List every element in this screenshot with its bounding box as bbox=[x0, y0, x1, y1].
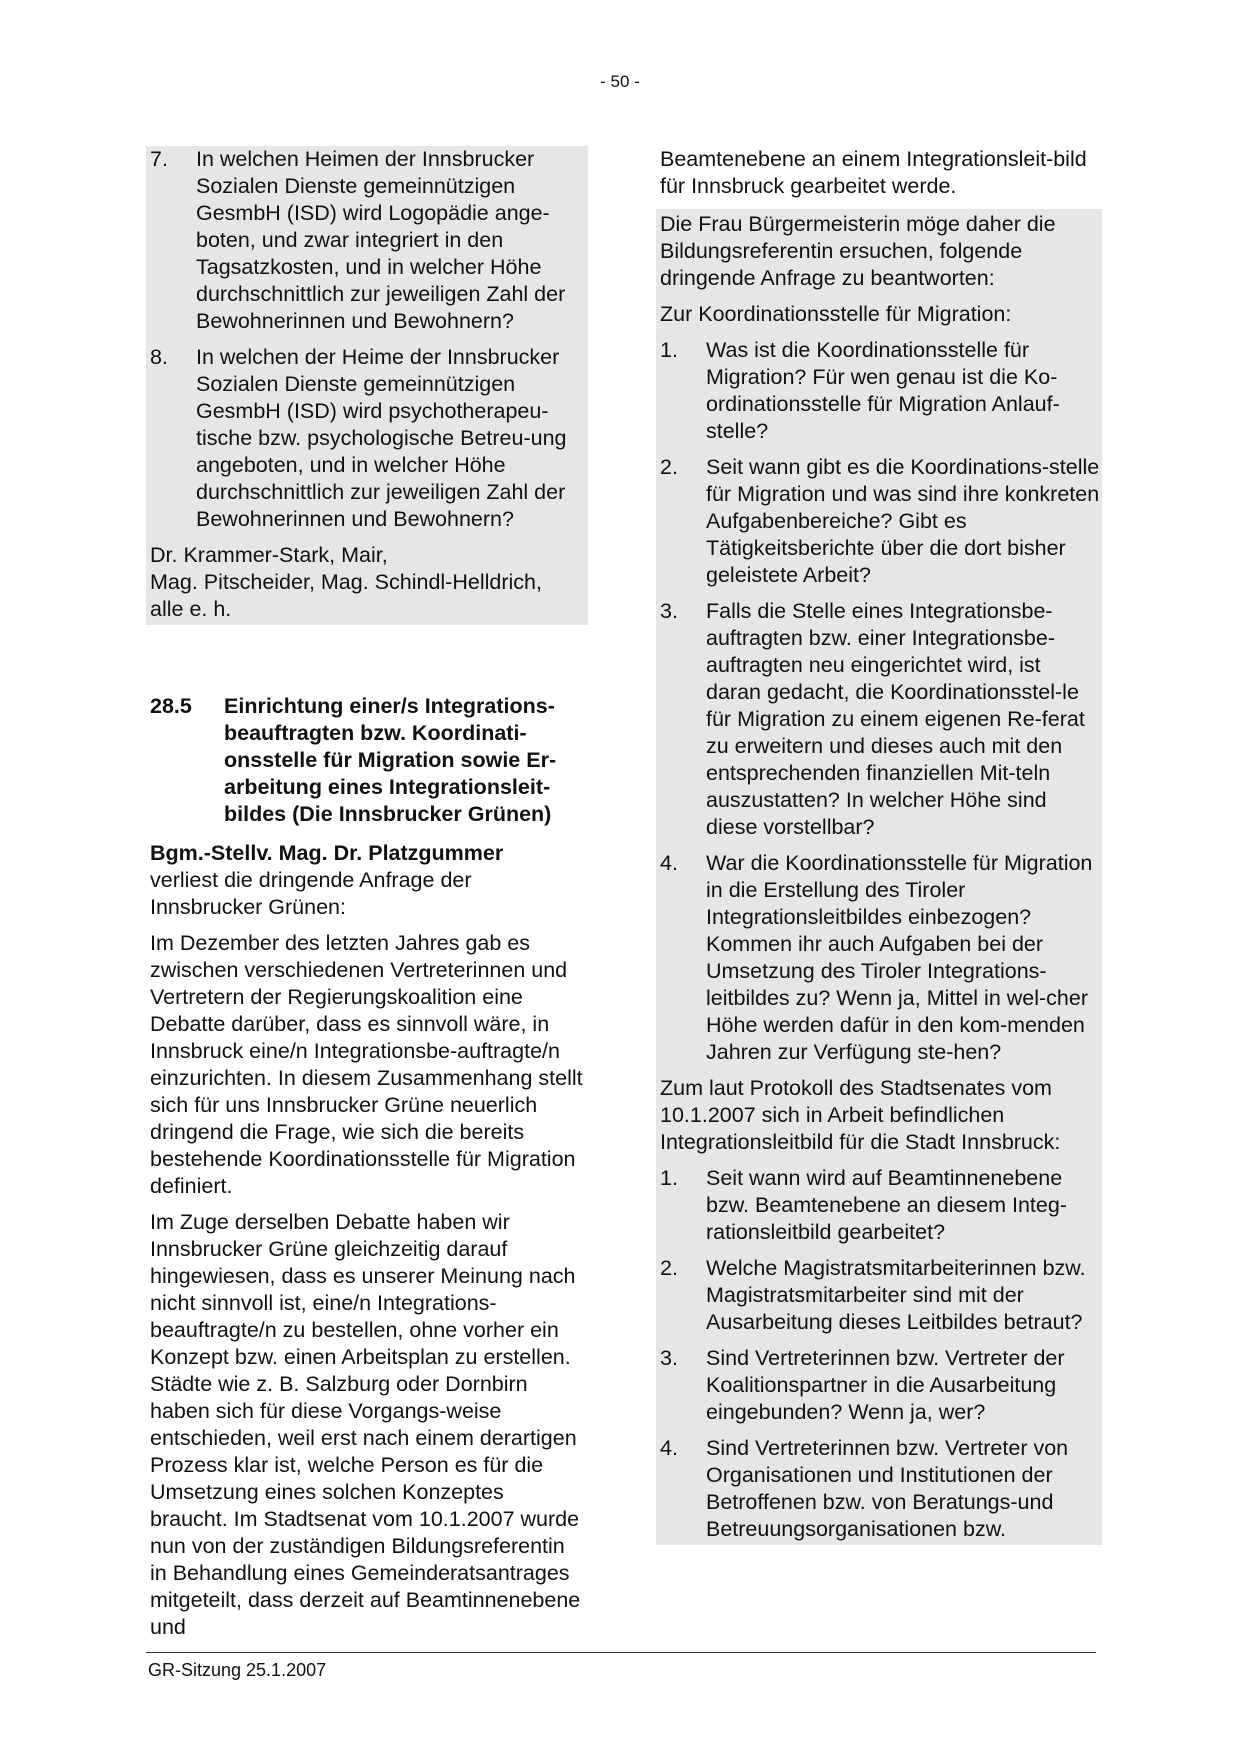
signatories bbox=[146, 542, 588, 625]
page-number: - 50 - bbox=[600, 72, 640, 91]
list-number: 4. bbox=[660, 851, 678, 875]
signatories-line-1: Dr. Krammer-Stark, Mair, bbox=[150, 543, 388, 567]
list-text: Falls die Stelle eines Integrationsbe-auftragten bzw. einer Integrationsbe-auftragten neu eingerichtet wird, ist daran gedacht, die Koordinationsstel-le für Migration zu einem eigenen Re-ferat zu erweitern und dieses auch mit den entsprechenden finanziellen Mit-teln auszustatten? In welcher Höhe sind diese vorstellbar? bbox=[706, 599, 1085, 839]
request-paragraph: Die Frau Bürgermeisterin möge daher die Bildungsreferentin ersuchen, folgende dringende Anfrage zu beantworten: bbox=[660, 212, 1056, 290]
signatories-line-3: alle e. h. bbox=[150, 597, 232, 621]
right-column bbox=[656, 146, 1102, 1545]
list-number: 3. bbox=[660, 1346, 678, 1370]
list-number: 8. bbox=[150, 345, 168, 369]
speaker-block bbox=[146, 840, 588, 921]
list-text: Was ist die Koordinationsstelle für Migration? Für wen genau ist die Ko-ordinationsstelle für Migration Anlauf-stelle? bbox=[706, 338, 1060, 443]
footer-text: GR-Sitzung 25.1.2007 bbox=[148, 1660, 327, 1680]
subheading-coordination: Zur Koordinationsstelle für Migration: bbox=[660, 302, 1012, 326]
speaker-text: verliest die dringende Anfrage der Innsbrucker Grünen: bbox=[150, 868, 472, 919]
list-item bbox=[656, 454, 1102, 589]
list-text: In welchen Heimen der Innsbrucker Sozialen Dienste gemeinnützigen GesmbH (ISD) wird Logopädie ange-boten, und zwar integriert in den Tagsatzkosten, und in welcher Höhe durchschnittlich zur jeweiligen Zahl der Bewohnerinnen und Bewohnern? bbox=[196, 147, 566, 333]
list-text: Sind Vertreterinnen bzw. Vertreter der Koalitionspartner in die Ausarbeitung eingebunden? Wenn ja, wer? bbox=[706, 1346, 1065, 1424]
list-item bbox=[656, 1435, 1102, 1545]
footer-rule bbox=[146, 1652, 1096, 1653]
list-item bbox=[656, 337, 1102, 445]
continuation-paragraph: Beamtenebene an einem Integrationsleit-bild für Innsbruck gearbeitet werde. bbox=[660, 147, 1087, 198]
list-number: 3. bbox=[660, 599, 678, 623]
list-text: Sind Vertreterinnen bzw. Vertreter von Organisationen und Institutionen der Betroffenen bzw. von Beratungs-und Betreuungsorganisationen bzw. bbox=[706, 1436, 1069, 1541]
signatories-line-2: Mag. Pitscheider, Mag. Schindl-Helldrich, bbox=[150, 570, 542, 594]
list-number: 2. bbox=[660, 455, 678, 479]
list-item bbox=[146, 146, 588, 335]
list-number: 1. bbox=[660, 338, 678, 362]
left-column bbox=[146, 146, 588, 1650]
list-number: 2. bbox=[660, 1256, 678, 1280]
section-number: 28.5 bbox=[150, 694, 192, 718]
shaded-block-questions bbox=[146, 146, 588, 625]
list-text: Welche Magistratsmitarbeiterinnen bzw. Magistratsmitarbeiter sind mit der Ausarbeitung dieses Leitbildes betraut? bbox=[706, 1256, 1086, 1334]
list-number: 1. bbox=[660, 1166, 678, 1190]
list-text: Seit wann wird auf Beamtinnenebene bzw. Beamtenebene an diesem Integ-rationsleitbild gearbeitet? bbox=[706, 1166, 1067, 1244]
list-item bbox=[656, 850, 1102, 1066]
subheading-integration: Zum laut Protokoll des Stadtsenates vom 10.1.2007 sich in Arbeit befindlichen Integrationsleitbild für die Stadt Innsbruck: bbox=[660, 1076, 1061, 1154]
list-number: 4. bbox=[660, 1436, 678, 1460]
list-item bbox=[656, 598, 1102, 841]
list-number: 7. bbox=[150, 147, 168, 171]
list-text: In welchen der Heime der Innsbrucker Sozialen Dienste gemeinnützigen GesmbH (ISD) wird psychotherapeu-tische bzw. psychologische Betreu-ung angeboten, und in welcher Höhe durchschnittlich zur jeweiligen Zahl der Bewohnerinnen und Bewohnern? bbox=[196, 345, 567, 531]
paragraph: Im Zuge derselben Debatte haben wir Innsbrucker Grüne gleichzeitig darauf hingewiesen, dass es unserer Meinung nach nicht sinnvoll ist, eine/n Integrations-beauftragte/n zu bestellen, ohne vorher ein Konzept bzw. einen Arbeitsplan zu erstellen. Städte wie z. B. Salzburg oder Dornbirn haben sich für diese Vorgangs-weise entschieden, weil erst nach einem derartigen Prozess klar ist, welche Person es für die Umsetzung eines solchen Konzeptes braucht. Im Stadtsenat vom 10.1.2007 wurde nun von der zuständigen Bildungsreferentin in Behandlung eines Gemeinderatsantrages mitgeteilt, dass derzeit auf Beamtinnenebene und bbox=[150, 1210, 581, 1639]
list-item bbox=[656, 1165, 1102, 1246]
paragraph: Im Dezember des letzten Jahres gab es zwischen verschiedenen Vertreterinnen und Vertretern der Regierungskoalition eine Debatte darüber, dass es sinnvoll wäre, in Innsbruck eine/n Integrationsbe-auftragte/n einzurichten. In diesem Zusammenhang stellt sich für uns Innsbrucker Grüne neuerlich dringend die Frage, wie sich die bereits bestehende Koordinationsstelle für Migration definiert. bbox=[150, 931, 583, 1198]
speaker-name: Bgm.-Stellv. Mag. Dr. Platzgummer bbox=[150, 841, 504, 865]
section-title: Einrichtung einer/s Integrations-beauftragten bzw. Koordinati-onsstelle für Migration sowie Er-arbeitung eines Integrationsleit-bildes (Die Innsbrucker Grünen) bbox=[224, 694, 557, 826]
list-item bbox=[656, 1255, 1102, 1336]
list-item bbox=[146, 344, 588, 533]
list-text: Seit wann gibt es die Koordinations-stelle für Migration und was sind ihre konkreten Aufgabenbereiche? Gibt es Tätigkeitsberichte über die dort bisher geleistete Arbeit? bbox=[706, 455, 1100, 587]
list-item bbox=[656, 1345, 1102, 1426]
section-heading bbox=[146, 693, 588, 828]
shaded-block-request bbox=[656, 209, 1102, 1545]
list-text: War die Koordinationsstelle für Migration in die Erstellung des Tiroler Integrationsleitbildes einbezogen? Kommen ihr auch Aufgaben bei der Umsetzung des Tiroler Integrations-leitbildes zu? Wenn ja, Mittel in wel-cher Höhe werden dafür in den kom-menden Jahren zur Verfügung ste-hen? bbox=[706, 851, 1093, 1064]
